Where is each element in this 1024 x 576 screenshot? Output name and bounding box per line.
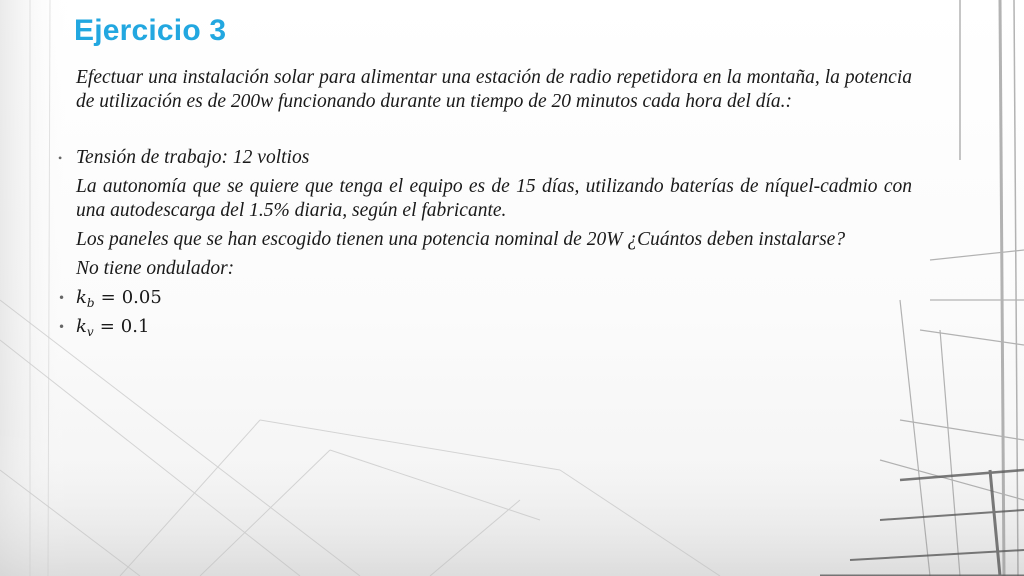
kb-formula — [58, 286, 912, 310]
kv-symbol: k — [76, 316, 87, 337]
slide-content — [58, 66, 912, 339]
intro-paragraph: Efectuar una instalación solar para alimentar una estación de radio repetidora en la montaña, la potencia de utilización es de 200w funcionando durante un tiempo de 20 minutos cada hora del día.: — [76, 67, 912, 112]
kv-formula — [58, 315, 912, 339]
kv-value: 0.1 — [120, 316, 150, 337]
no-inverter-line: No tiene ondulador: — [76, 258, 235, 279]
kv-subscript: v — [86, 325, 94, 339]
kb-operator: = — [100, 287, 116, 308]
slide-title: Ejercicio 3 — [74, 14, 227, 47]
voltage-text: Tensión de trabajo: 12 voltios — [76, 147, 310, 168]
kv-operator: = — [99, 316, 115, 337]
autonomy-paragraph: La autonomía que se quiere que tenga el equipo es de 15 días, utilizando baterías de níquel-cadmio con una autodescarga del 1.5% diaria, según el fabricante. — [76, 176, 912, 221]
voltage-bullet — [58, 146, 912, 170]
bullet-dot: • — [58, 320, 66, 334]
kb-subscript: b — [86, 296, 95, 310]
bullet-dot: • — [58, 291, 66, 305]
kb-symbol: k — [76, 287, 87, 308]
panels-paragraph: Los paneles que se han escogido tienen una potencia nominal de 20W ¿Cuántos deben instalarse? — [76, 229, 846, 250]
kb-value: 0.05 — [121, 287, 162, 308]
bullet-dot: • — [58, 151, 63, 165]
